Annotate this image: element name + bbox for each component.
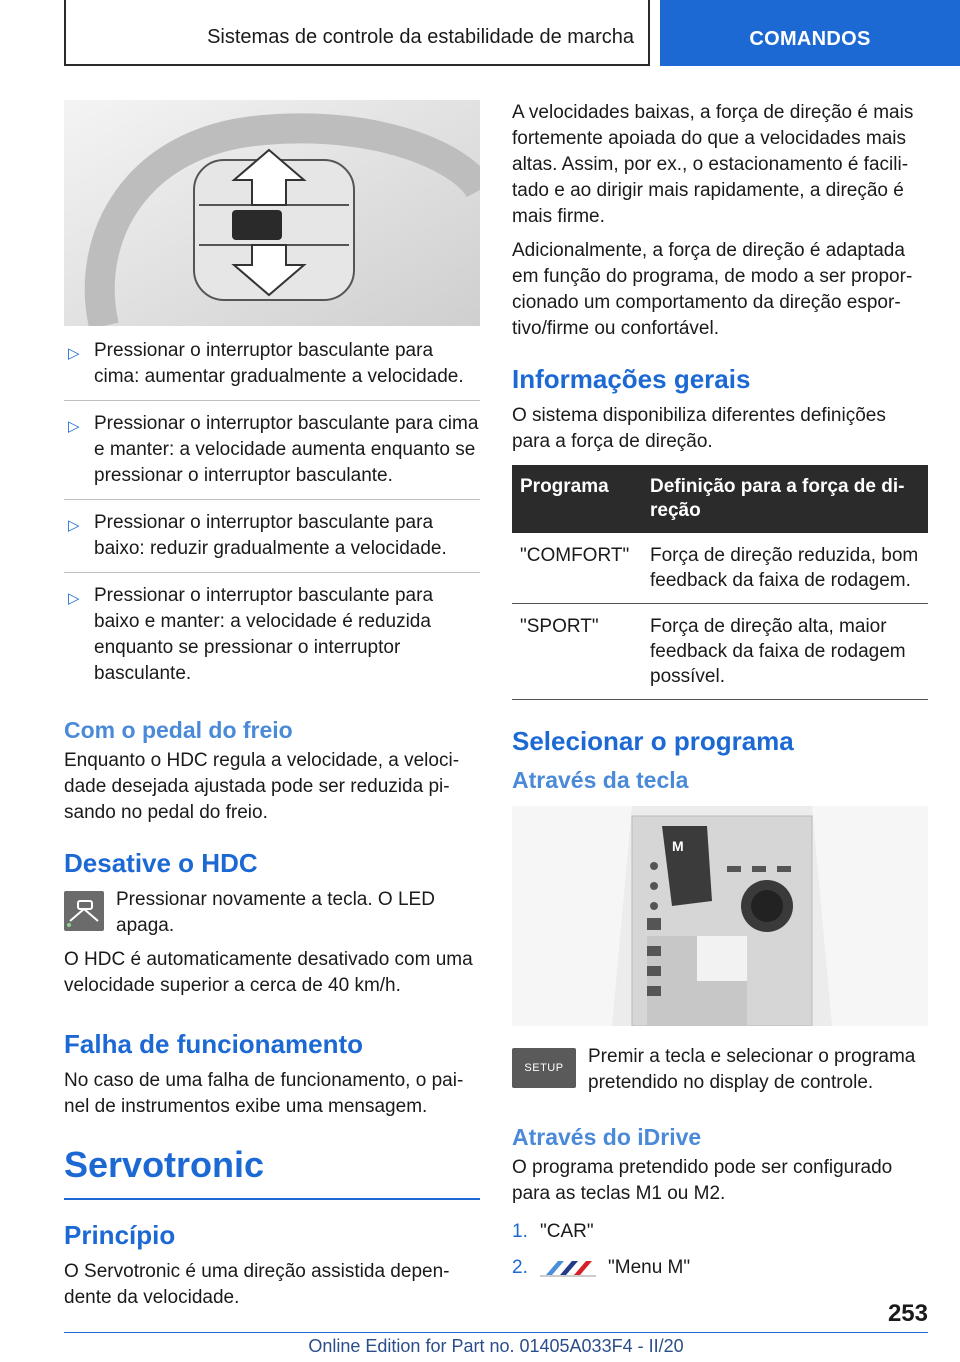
fault-heading: Falha de funcionamento <box>64 1029 364 1059</box>
key-heading: Através da tecla <box>512 767 689 793</box>
page-header <box>0 0 960 66</box>
list-item <box>512 1219 928 1245</box>
deactivate-heading: Desative o HDC <box>64 848 258 878</box>
footer-divider <box>64 1332 928 1333</box>
right-column <box>512 100 928 1291</box>
setup-button <box>512 1048 576 1088</box>
console-illustration <box>512 806 928 1026</box>
program-table <box>512 465 928 700</box>
idrive-heading: Através do iDrive <box>512 1124 702 1150</box>
brake-text: Enquanto o HDC regula a velocidade, a velocidade desejada ajustada pode ser reduzida pisando no pedal do freio. <box>64 750 460 823</box>
table-row <box>512 604 928 700</box>
list-item: ▷ Pressionar o interruptor basculante para baixo: reduzir gradualmente a velocidade. <box>64 510 480 573</box>
hdc-button-row <box>64 887 480 939</box>
left-column <box>64 100 480 1319</box>
section-tab <box>64 0 650 66</box>
select-program-heading: Selecionar o programa <box>512 726 794 756</box>
program-cell: "SPORT" <box>512 604 642 700</box>
setup-button-label: SETUP <box>524 1062 564 1074</box>
steering-wheel-switch-image <box>64 100 480 326</box>
triangle-bullet-icon: ▷ <box>68 418 80 435</box>
step-number: 2. <box>512 1257 528 1278</box>
list-item: ▷ Pressionar o interruptor basculante para cima e manter: a velocidade aumenta enquanto se pressionar o interruptor basculante. <box>64 411 480 500</box>
triangle-bullet-icon: ▷ <box>68 345 80 362</box>
step-text: "Menu M" <box>608 1257 691 1278</box>
general-text: O sistema disponibiliza diferentes definições para a força de direção. <box>512 405 886 452</box>
hdc-button-icon <box>64 891 104 931</box>
definition-cell: Força de direção alta, maior feedback da faixa de rodagem possível. <box>642 604 928 700</box>
auto-deactivate-text: O HDC é automaticamente desativado com uma velocidade superior a cerca de 40 km/h. <box>64 949 473 996</box>
idrive-steps <box>512 1219 928 1281</box>
rocker-switch-illustration <box>64 100 480 326</box>
table-row <box>512 533 928 604</box>
triangle-bullet-icon: ▷ <box>68 517 80 534</box>
edition-text: Online Edition for Part no. 01405A033F4 - II/20 <box>308 1336 684 1356</box>
step-text: "CAR" <box>540 1221 594 1242</box>
section-title: Sistemas de controle da estabilidade de marcha <box>207 26 634 48</box>
intro-text-2: Adicionalmente, a força de direção é adaptada em função do programa, de modo a ser proporcionado um comportamento da direção esportivo/firme ou confortável. <box>512 240 913 339</box>
center-console-image <box>512 806 928 1026</box>
idrive-text: O programa pretendido pode ser configurado para as teclas M1 ou M2. <box>512 1157 893 1204</box>
principle-heading: Princípio <box>64 1220 176 1250</box>
setup-text: Premir a tecla e selecionar o programa pretendido no display de controle. <box>588 1046 916 1093</box>
deactivate-text: Pressionar novamente a tecla. O LED apaga. <box>116 889 435 936</box>
fault-text: No caso de uma falha de funcionamento, o painel de instrumentos exibe uma mensagem. <box>64 1070 464 1117</box>
definition-cell: Força de direção reduzida, bom feedback da faixa de rodagem. <box>642 533 928 604</box>
hill-descent-icon <box>64 891 104 931</box>
chapter-title: COMANDOS <box>749 28 871 50</box>
program-cell: "COMFORT" <box>512 533 642 604</box>
svg-text:M: M <box>672 838 684 854</box>
triangle-bullet-icon: ▷ <box>68 590 80 607</box>
page-number: 253 <box>887 1300 928 1327</box>
table-header-definition: Definição para a força de direção <box>642 465 928 533</box>
m-stripes-icon <box>540 1259 596 1277</box>
list-item: ▷ Pressionar o interruptor basculante para cima: aumentar gradualmente a velocidade. <box>64 338 480 401</box>
brake-heading: Com o pedal do freio <box>64 717 293 743</box>
setup-button-row <box>512 1044 928 1096</box>
list-item: ▷ Pressionar o interruptor basculante para baixo e manter: a velocidade é reduzida enquanto se pressionar o interruptor basculante. <box>68 585 434 684</box>
intro-text-1: A velocidades baixas, a força de direção é mais fortemente apoiada do que a velocidades mais altas. Assim, por ex., o estacionamento é facilitado e ao dirigir mais rapidamente, a direção é mais firme. <box>512 102 914 227</box>
table-header-program: Programa <box>512 465 642 533</box>
servotronic-heading: Servotronic <box>64 1144 480 1200</box>
rocker-instructions <box>64 338 480 697</box>
principle-text: O Servotronic é uma direção assistida dependente da velocidade. <box>64 1261 450 1308</box>
general-heading: Informações gerais <box>512 364 751 394</box>
list-item <box>512 1255 928 1281</box>
chapter-tab <box>660 0 960 66</box>
step-number: 1. <box>512 1221 528 1242</box>
